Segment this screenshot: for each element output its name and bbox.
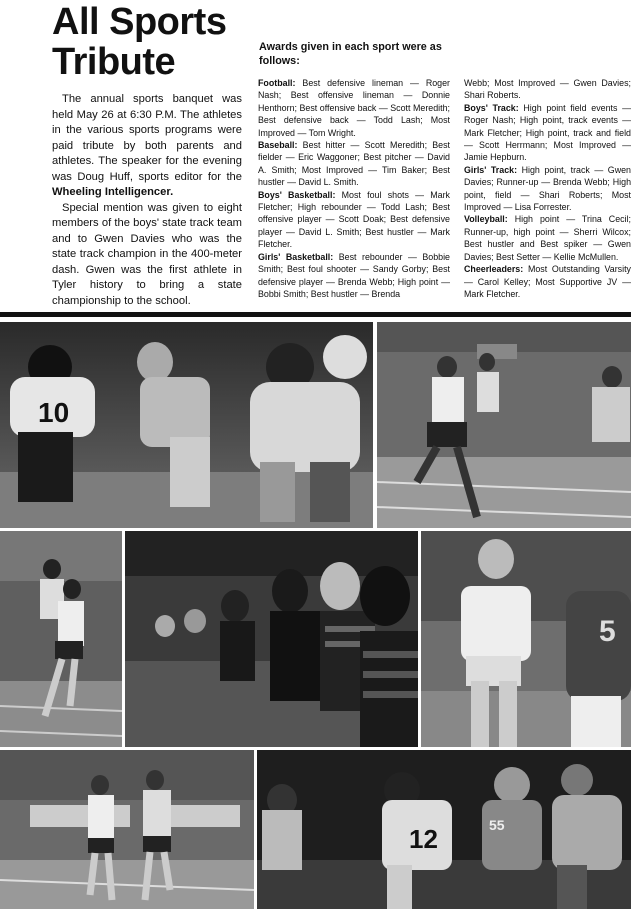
award-girls-basketball: Girls' Basketball: Best rebounder — Bobbie Smith; Best foul shooter — Sandy Gorby; Best defensive player — Brenda Webb; High point — Bobbi Smith; Best hustler — Brenda (258, 251, 450, 299)
track-race-photo (377, 322, 631, 528)
awards-column-1 (258, 77, 450, 300)
jersey-number-10: 10 (38, 397, 70, 428)
football-game-photo (0, 322, 373, 528)
award-boys-basketball: Boys' Basketball: Most foul shots — Mark Fletcher; High rebounder — Todd Lash; Best offensive player — Scott Doak; Best defensive player — David L. Smith; Best hustler — Mark Fletcher. (258, 189, 450, 250)
award-volleyball: Volleyball: High point — Trina Cecil; Runner-up, high point — Sherri Wilcox; Best hustler and Best spiker — Gwen Davies; Best Setter — Kellie McMullen. (464, 214, 631, 262)
girls-track-photo (0, 531, 122, 747)
intro-paragraph-1 (52, 92, 242, 201)
section-divider (0, 312, 631, 317)
award-football: Football: Best defensive lineman — Roger Nash; Best offensive lineman — Donnie Henthorn; Best offensive back — Scott Meredith; Best defensive back — Todd Lash; Most Improved — Tom Wright. (258, 78, 450, 138)
award-girls-track: Girls' Track: High point, track — Gwen Davies; Runner-up — Brenda Webb; High point, field — Shari Roberts; Most Improved — Lisa Forrester. (464, 164, 631, 213)
newspaper-name: Wheeling Intelligencer. (52, 186, 174, 198)
page-title (52, 2, 252, 82)
award-baseball: Baseball: Best hitter — Scott Meredith; Best fielder — Eric Waggoner; Best pitcher — David A. Smith; Most Improved — Tim Baker; Best hustler — David L. Smith. (258, 140, 450, 188)
jersey-number-55: 55 (489, 817, 505, 833)
award-girls-basketball-cont: Webb; Most Improved — Gwen Davies; Shari Roberts. (464, 78, 631, 101)
title-line-1: All Sports (52, 1, 227, 43)
jersey-number-5: 5 (599, 615, 616, 648)
spectators-photo (125, 531, 418, 747)
intro-text-1: The annual sports banquet was held May 26 at 6:30 P.M. The athletes in the various sports programs were paid tribute by both parents and athletes. The speaker for the evening was Doug Huff, sports editor for the (52, 93, 242, 183)
intro-article (52, 92, 242, 309)
football-pileup-photo (257, 750, 631, 909)
awards-column-2 (464, 77, 631, 300)
award-cheerleaders: Cheerleaders: Most Outstanding Varsity — Carol Kelley; Most Supportive JV — Mark Fletcher. (464, 264, 631, 299)
intro-paragraph-2: Special mention was given to eight members of the boys' state track team and to Gwen Davies who was the state track champion in the 400-meter dash. Gwen was the first athlete in Tyler history to bring a state championship to the school. (52, 201, 242, 307)
title-line-2: Tribute (52, 41, 176, 83)
boys-track-photo (0, 750, 254, 909)
awards-heading: Awards given in each sport were as follows: (259, 41, 442, 67)
jersey-number-12: 12 (409, 824, 438, 854)
award-boys-track: Boys' Track: High point field events — Roger Nash; High point, track events — Mark Fletcher; High point, track and field — Scott Herrmann; Most Improved — Jamie Hepburn. (464, 102, 631, 163)
sideline-player-photo (421, 531, 631, 747)
